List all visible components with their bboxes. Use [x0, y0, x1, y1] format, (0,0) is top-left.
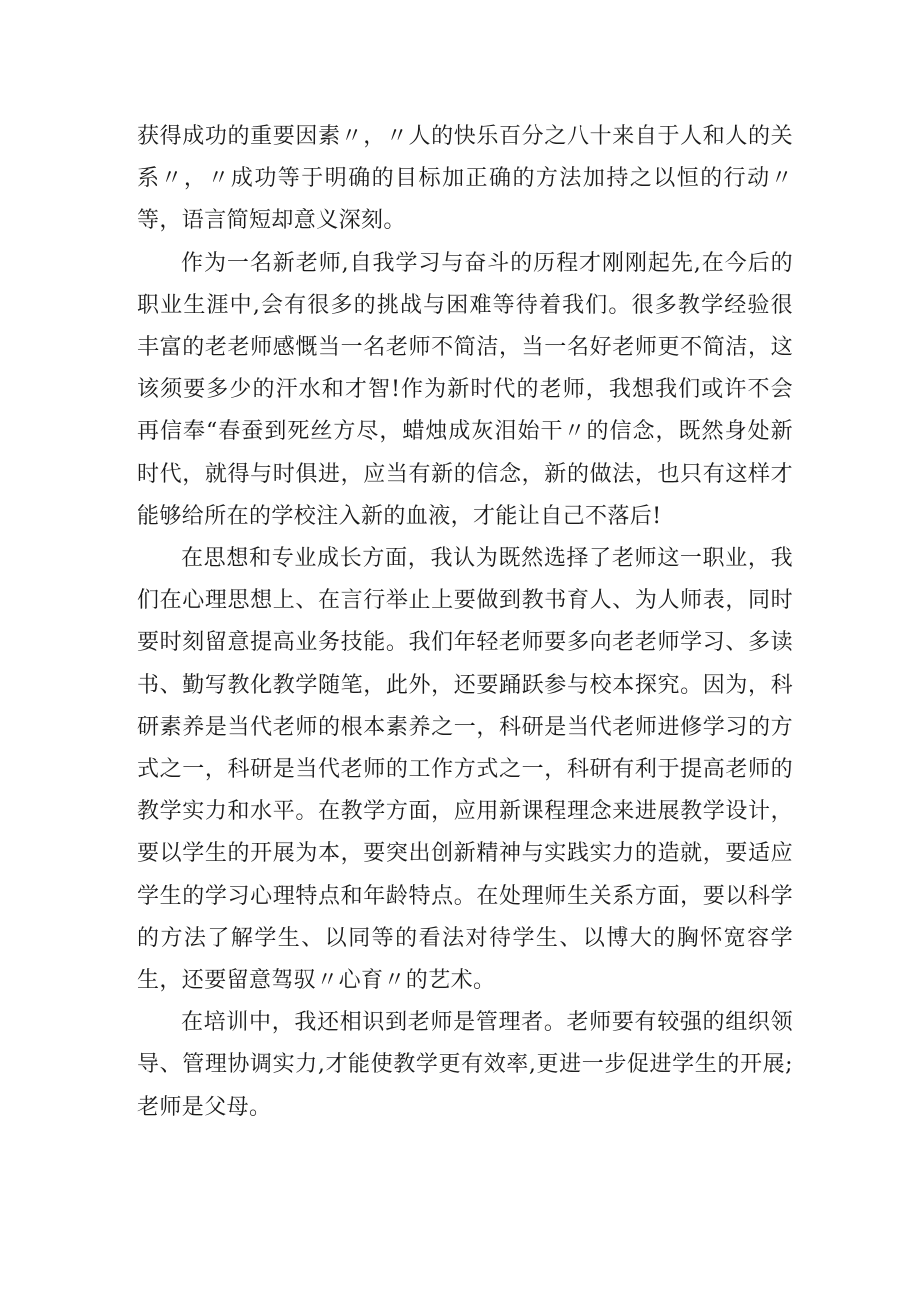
- paragraph-2: 作为一名新老师,自我学习与奋斗的历程才刚刚起先,在今后的职业生涯中,会有很多的挑战与困难等待着我们。很多教学经验很丰富的老老师感慨当一名老师不简洁，当一名好老师更不简洁，这该须要多少的汗水和才智!作为新时代的老师，我想我们或许不会再信奉“春蚕到死丝方尽，蜡烛成灰泪始干〃的信念，既然身处新时代，就得与时俱进，应当有新的信念，新的做法，也只有这样才能够给所在的学校注入新的血液，才能让自己不落后!: [137, 250, 793, 529]
- document-body: [137, 116, 793, 1129]
- paragraph-3: 在思想和专业成长方面，我认为既然选择了老师这一职业，我们在心理思想上、在言行举止上要做到教书育人、为人师表，同时要时刻留意提高业务技能。我们年轻老师要多向老老师学习、多读书、勤写教化教学随笔，此外，还要踊跃参与校本探究。因为，科研素养是当代老师的根本素养之一，科研是当代老师进修学习的方式之一，科研是当代老师的工作方式之一，科研有利于提高老师的教学实力和水平。在教学方面，应用新课程理念来进展教学设计，要以学生的开展为本，要突出创新精神与实践实力的造就，要适应学生的学习心理特点和年龄特点。在处理师生关系方面，要以科学的方法了解学生、以同等的看法对待学生、以博大的胸怀宽容学生，还要留意驾驭〃心育〃的艺术。: [137, 546, 793, 994]
- paragraph-1: 获得成功的重要因素〃，〃人的快乐百分之八十来自于人和人的关系〃，〃成功等于明确的目标加正确的方法加持之以恒的行动〃等，语言简短却意义深刻。: [137, 124, 793, 234]
- paragraph-4: 在培训中，我还相识到老师是管理者。老师要有较强的组织领导、管理协调实力,才能使教学更有效率,更进一步促进学生的开展;老师是父母。: [137, 1010, 793, 1120]
